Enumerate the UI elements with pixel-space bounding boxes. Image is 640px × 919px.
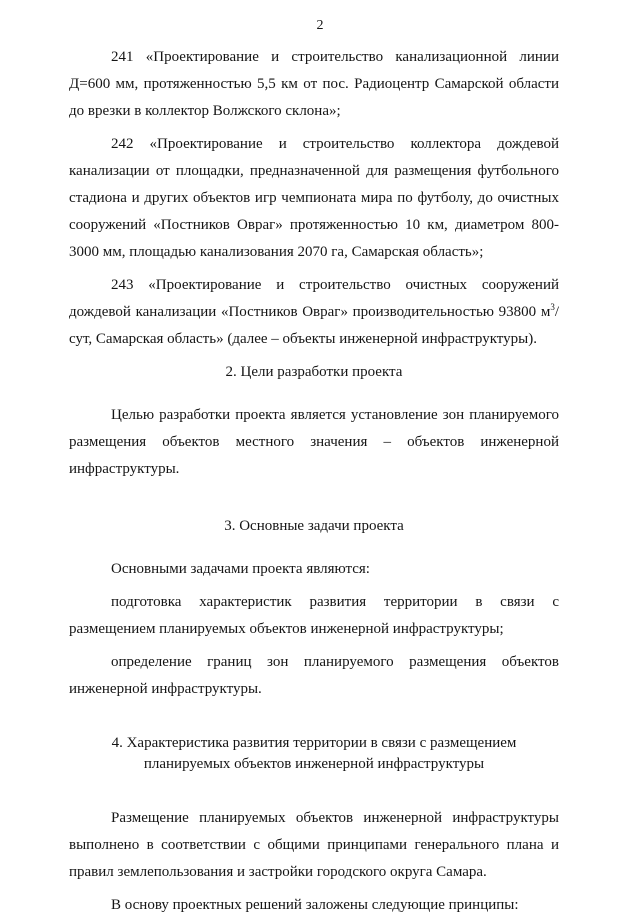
document-body: [69, 44, 559, 919]
section-2-heading: 2. Цели разработки проекта: [225, 364, 403, 380]
task-item-2: определение границ зон планируемого размещения объектов инженерной инфраструктуры.: [69, 654, 559, 697]
paragraph-243-text-end: /сут, Самарская область» (далее – объекты инженерной инфраструктуры).: [69, 304, 559, 347]
section-4-heading-line-2: планируемых объектов инженерной инфраструктуры: [143, 756, 485, 772]
paragraph-243-text-start: 243 «Проектирование и строительство очистных сооружений дождевой канализации «Постников Овраг» производительностью 93800 м: [69, 277, 559, 320]
section-4-heading-line-1: 4. Характеристика развития территории в связи с размещением: [111, 735, 517, 751]
paragraph-241: 241 «Проектирование и строительство канализационной линии Д=600 мм, протяженностью 5,5 км от пос. Радиоцентр Самарской области до врезки в коллектор Волжского склона»;: [69, 49, 559, 119]
superscript-exponent: 3: [550, 302, 555, 312]
principles-intro: В основу проектных решений заложены следующие принципы:: [111, 897, 519, 913]
paragraph-243: [69, 272, 559, 353]
paragraph-242: 242 «Проектирование и строительство коллектора дождевой канализации от площадки, предназначенной для размещения футбольного стадиона и других объектов игр чемпионата мира по футболу, до очистных сооружений «Постников Овраг» протяженностью 10 км, диаметром 800-3000 мм, площадью канализования 2070 га, Самарская область»;: [69, 136, 559, 260]
section-4-heading: [69, 733, 559, 775]
task-item-1: подготовка характеристик развития территории в связи с размещением планируемых объектов инженерной инфраструктуры;: [69, 594, 559, 637]
section-4-text: Размещение планируемых объектов инженерной инфраструктуры выполнено в соответствии с общими принципами генерального плана и правил землепользования и застройки городского округа Самара.: [69, 810, 559, 880]
page-number: 2: [316, 18, 324, 33]
section-2-text: Целью разработки проекта является установление зон планируемого размещения объектов местного значения – объектов инженерной инфраструктуры.: [69, 407, 559, 477]
section-3-heading: 3. Основные задачи проекта: [224, 518, 404, 534]
section-3-intro: Основными задачами проекта являются:: [111, 561, 370, 577]
